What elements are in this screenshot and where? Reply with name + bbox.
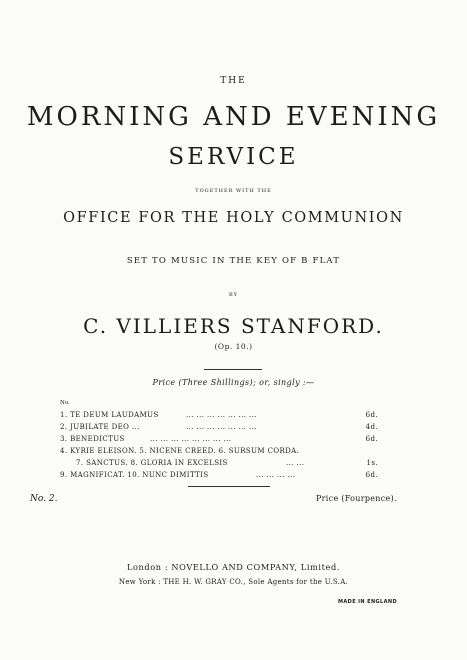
price-row-title: 4. KYRIE ELEISON. 5. NICENE CREED. 6. SURSUM CORDA. xyxy=(60,447,300,455)
edition-number: No. 2. xyxy=(30,494,58,504)
title-key: SET TO MUSIC IN THE KEY OF B FLAT xyxy=(126,256,341,266)
price-row-leader: ... ... ... ... ... ... ... ... xyxy=(150,435,232,443)
price-row-price: 4d. xyxy=(365,423,378,431)
single-price: Price (Fourpence). xyxy=(316,494,397,503)
made-in-label: MADE IN ENGLAND xyxy=(338,599,398,605)
price-row-title: 1. TE DEUM LAUDAMUS xyxy=(60,411,159,419)
title-service: SERVICE xyxy=(168,144,299,170)
divider-rule xyxy=(188,486,270,487)
title-together: TOGETHER WITH THE xyxy=(195,188,272,194)
divider-rule xyxy=(204,369,262,370)
price-row xyxy=(58,459,378,470)
title-article: THE xyxy=(220,76,247,86)
price-row-leader: ... ... ... ... ... ... ... xyxy=(186,423,257,431)
price-row-price: 6d. xyxy=(365,471,378,479)
title-by: BY xyxy=(229,292,238,298)
price-row xyxy=(58,411,378,422)
price-header: Price (Three Shillings); or, singly :— xyxy=(152,378,315,387)
agents-line: New York : THE H. W. GRAY CO., Sole Agents for the U.S.A. xyxy=(118,578,349,586)
price-row xyxy=(58,471,378,482)
price-row-price: 6d. xyxy=(365,435,378,443)
price-row-leader: ... ... ... ... xyxy=(256,471,296,479)
price-row-title: 3. BENEDICTUS xyxy=(60,435,125,443)
price-row xyxy=(58,423,378,434)
number-label: No. xyxy=(60,400,70,406)
publisher-line: London : NOVELLO AND COMPANY, Limited. xyxy=(126,562,341,572)
title-office: OFFICE FOR THE HOLY COMMUNION xyxy=(63,210,404,226)
price-row-price: 6d. xyxy=(365,411,378,419)
price-row-title: 9. MAGNIFICAT. 10. NUNC DIMITTIS xyxy=(60,471,209,479)
price-row-title: 2. JUBILATE DEO ... xyxy=(60,423,140,431)
price-row-title: 7. SANCTUS. 8. GLORIA IN EXCELSIS xyxy=(76,459,228,467)
title-main: MORNING AND EVENING xyxy=(26,102,441,132)
price-row xyxy=(58,447,378,458)
composer-name: C. VILLIERS STANFORD. xyxy=(83,314,384,338)
price-row xyxy=(58,435,378,446)
price-row-leader: ... ... xyxy=(286,459,305,467)
price-row-price: 1s. xyxy=(366,459,378,467)
price-row-leader: ... ... ... ... ... ... ... xyxy=(186,411,257,419)
opus-number: (Op. 10.) xyxy=(214,342,253,351)
